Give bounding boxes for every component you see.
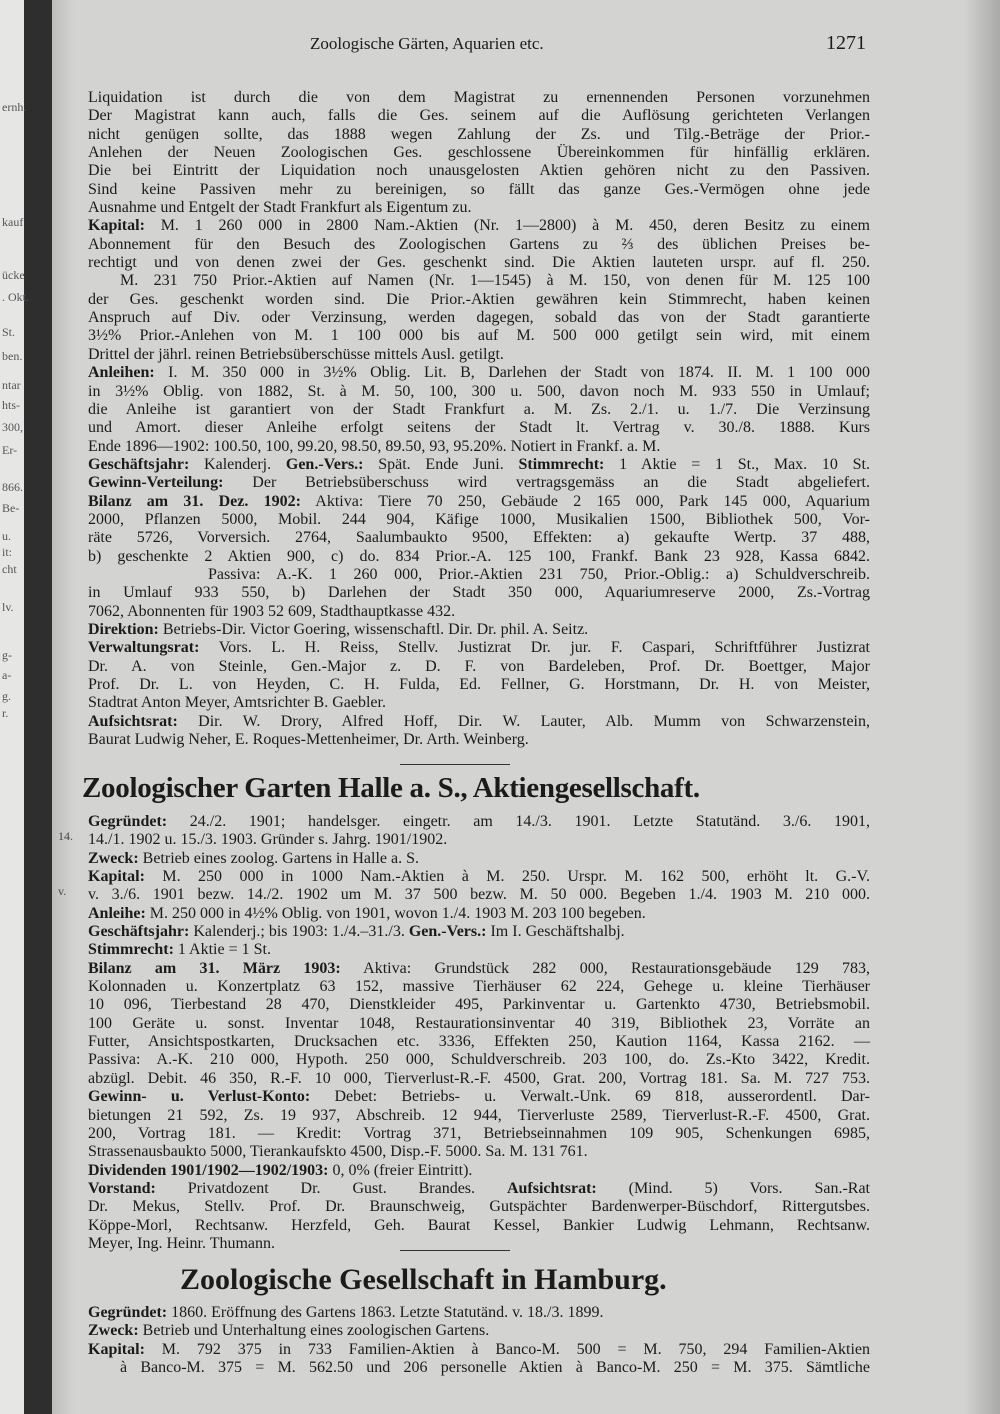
- text-line: [88, 199, 870, 217]
- text-run: 0, 0% (freier Eintritt).: [328, 1161, 473, 1179]
- text-run: der Ges. geschenkt worden sind. Die Prior.-Aktien gewähren kein Stimmrecht, haben keinen: [88, 290, 870, 308]
- text-run: Meyer, Ing. Heinr. Thumann.: [88, 1234, 276, 1252]
- field-label: Kapital:: [88, 217, 145, 235]
- margin-fragment: hts-: [2, 398, 20, 412]
- text-line: [88, 383, 870, 401]
- text-run: Köppe-Morl, Rechtsanw. Herzfeld, Geh. Baurat Kessel, Bankier Ludwig Lehmann, Rechtsanw.: [88, 1216, 870, 1234]
- section-divider: [400, 764, 510, 765]
- field-label: Bilanz am 31. Dez. 1902:: [88, 492, 301, 510]
- margin-fragment: Be-: [2, 501, 20, 515]
- text-run: Betriebs-Dir. Victor Goering, wissenschaftl. Dir. Dr. phil. A. Seitz.: [158, 620, 589, 638]
- text-line: [88, 107, 870, 125]
- text-line: [88, 1162, 870, 1180]
- text-line: [88, 831, 870, 849]
- text-run: räte 5726, Vorversich. 2764, Saalumbaukto 9500, Effekten: a) gekaufte Wertp. 37 488,: [88, 529, 870, 547]
- hamburg-zoo-entry: [88, 1304, 870, 1377]
- text-line: [88, 1304, 870, 1322]
- margin-fragment: g-: [2, 648, 12, 662]
- gutter-shade: [52, 0, 74, 1414]
- text-run: 100 Geräte u. sonst. Inventar 1048, Restaurationsinventar 40 319, Bibliothek 23, Vorräte an: [88, 1014, 870, 1032]
- text-line: [88, 89, 870, 107]
- text-line: [88, 1322, 870, 1340]
- field-label: Verwaltungsrat:: [88, 639, 200, 657]
- text-run: Passiva: A.-K. 210 000, Hypoth. 250 000, Schuldverschreib. 203 100, do. Zs.-Kto 3422, Kredit.: [88, 1051, 870, 1069]
- text-run: 24./2. 1901; handelsger. eingetr. am 14./3. 1901. Letzte Statutänd. 3./6. 1901,: [167, 813, 870, 830]
- text-line: [88, 309, 870, 327]
- margin-fragment: it:: [2, 545, 13, 559]
- text-run: Liquidation ist durch die von dem Magistrat zu ernennenden Personen vorzunehmen: [88, 89, 870, 106]
- field-label: Gegründet:: [88, 813, 168, 830]
- text-run: M. 250 000 in 1000 Nam.-Aktien à M. 250. Urspr. M. 162 500, erhöht lt. G.-V.: [144, 868, 870, 886]
- text-run: Drittel der jährl. reinen Betriebsüberschüsse mittels Ausl. getilgt.: [88, 345, 504, 363]
- field-label: Bilanz am 31. März 1903:: [88, 959, 341, 977]
- text-run: Passiva: A.-K. 1 260 000, Prior.-Aktien 231 750, Prior.-Oblig.: a) Schuldverschreib.: [208, 565, 870, 583]
- field-label: Gen.-Vers.:: [285, 455, 364, 473]
- text-run: Kalenderj.; bis 1903: 1./4.–31./3.: [189, 923, 409, 941]
- text-run: in 3½% Oblig. von 1882, St. à M. 50, 100, 300 u. 500, davon noch M. 933 550 in Umlauf;: [88, 382, 870, 400]
- text-line: [88, 493, 870, 511]
- text-run: Abonnement für den Besuch des Zoologischen Gartens zu ⅔ des üblichen Preises be-: [88, 235, 870, 253]
- field-label: Gegründet:: [88, 1304, 168, 1321]
- field-label: Kapital:: [88, 1340, 145, 1358]
- text-run: à Banco-M. 375 = M. 562.50 und 206 personelle Aktien à Banco-M. 250 = M. 375. Sämtliche: [120, 1359, 870, 1377]
- margin-fragment: . Okt.: [2, 290, 29, 304]
- text-run: 7062, Abonnenten für 1903 52 609, Stadthauptkasse 432.: [88, 602, 456, 620]
- text-line: [88, 694, 870, 712]
- text-line: [88, 923, 870, 941]
- text-run: Aktiva: Grundstück 282 000, Restaurationsgebäude 129 783,: [340, 959, 870, 977]
- text-line: [88, 1198, 870, 1216]
- margin-fragment: 866.: [2, 480, 23, 494]
- text-line: [88, 438, 870, 456]
- text-line: [88, 511, 870, 529]
- text-run: Betrieb und Unterhaltung eines zoologischen Gartens.: [138, 1322, 490, 1340]
- field-label: Vorstand:: [88, 1179, 156, 1197]
- text-line: [88, 978, 870, 996]
- text-line: [88, 327, 870, 345]
- text-run: Anspruch auf Div. oder Verzinsung, werden dagegen, sobald das von der Stadt garantierte: [88, 309, 870, 327]
- section-divider: [400, 1250, 510, 1251]
- text-run: Der Betriebsüberschuss wird vertragsgemäss an die Stadt abgeliefert.: [223, 474, 870, 492]
- margin-fragment: ücke: [2, 268, 25, 282]
- text-line: [88, 1088, 870, 1106]
- text-line: [88, 941, 870, 959]
- field-label: Anleihen:: [88, 364, 155, 382]
- text-line: [88, 1217, 870, 1235]
- section-heading-hamburg: Zoologische Gesellschaft in Hamburg.: [180, 1263, 667, 1296]
- text-run: Futter, Ansichtspostkarten, Drucksachen etc. 3336, Effekten 250, Kaution 1164, Kassa 2162. —: [88, 1033, 870, 1051]
- text-run: Anlehen der Neuen Zoologischen Ges. geschlossene Übereinkommen für hinfällig erklären.: [88, 144, 870, 162]
- text-run: die Anleihe ist garantiert von der Stadt Frankfurt a. M. Zs. 2./1. u. 1./7. Die Verzinsung: [88, 400, 870, 418]
- frankfurt-zoo-entry: [88, 89, 870, 749]
- text-line: [88, 639, 870, 657]
- field-label: Gewinn- u. Verlust-Konto:: [88, 1088, 311, 1106]
- field-label: Geschäftsjahr:: [88, 923, 190, 941]
- field-label: Zweck:: [88, 1322, 139, 1340]
- text-line: [88, 713, 870, 731]
- text-run: in Umlauf 933 550, b) Darlehen der Stadt 350 000, Aquariumreserve 2000, Zs.-Vortrag: [88, 584, 870, 602]
- field-label: Gewinn-Verteilung:: [88, 474, 224, 492]
- text-line: [88, 1015, 870, 1033]
- text-line: [88, 419, 870, 437]
- text-run: abzügl. Debit. 46 350, R.-F. 10 000, Tierverlust-R.-F. 4500, Grat. 200, Vortrag 181. Sa. M. 727 753.: [88, 1069, 870, 1087]
- text-run: (Mind. 5) Vors. San.-Rat: [596, 1179, 870, 1197]
- text-run: b) geschenkte 2 Aktien 900, c) do. 834 Prior.-A. 125 100, Frankf. Bank 23 928, Kassa 6842.: [88, 547, 870, 565]
- margin-fragment: lv.: [2, 600, 14, 614]
- text-line: [88, 905, 870, 923]
- text-run: 14./1. 1902 u. 15./3. 1903. Gründer s. Jahrg. 1901/1902.: [88, 831, 448, 849]
- text-line: [88, 603, 870, 621]
- text-line: [88, 217, 870, 235]
- text-run: Betrieb eines zoolog. Gartens in Halle a. S.: [138, 849, 420, 867]
- text-run: Ausnahme und Entgelt der Stadt Frankfurt als Eigentum zu.: [88, 199, 472, 217]
- margin-fragment: r.: [2, 706, 9, 720]
- text-run: nicht genügen sollte, das 1888 wegen Zahlung der Zs. und Tilg.-Beträge der Prior.-: [88, 125, 870, 143]
- text-line: [88, 731, 870, 749]
- text-run: Kalenderj.: [189, 455, 286, 473]
- text-line: [88, 254, 870, 272]
- text-line: [88, 126, 870, 144]
- text-line: [88, 1107, 870, 1125]
- field-label: Stimmrecht:: [88, 941, 174, 959]
- text-line: [88, 676, 870, 694]
- field-label: Dividenden 1901/1902—1902/1903:: [88, 1161, 329, 1179]
- margin-fragment: v.: [58, 884, 67, 898]
- text-run: 3½% Prior.-Anlehen von M. 1 100 000 bis auf M. 500 000 getilgt sein wird, mit einem: [88, 327, 870, 345]
- field-label: Zweck:: [88, 849, 139, 867]
- text-line: [88, 1143, 870, 1161]
- text-run: Der Magistrat kann auch, falls die Ges. seinem auf die Auflösung gerichteten Verlangen: [88, 107, 870, 125]
- text-line: [88, 181, 870, 199]
- text-run: I. M. 350 000 in 3½% Oblig. Lit. B, Darlehen der Stadt von 1874. II. M. 1 100 000: [154, 364, 870, 382]
- text-run: M. 1 260 000 in 2800 Nam.-Aktien (Nr. 1—2800) à M. 450, deren Besitz zu einem: [144, 217, 870, 235]
- text-run: und Amort. dieser Anleihe erfolgt seitens der Stadt lt. Vertrag v. 30./8. 1888. Kurs: [88, 419, 870, 437]
- field-label: Aufsichtsrat:: [88, 712, 178, 730]
- text-line: [88, 529, 870, 547]
- margin-fragment: ernh.: [2, 100, 27, 114]
- running-header: Zoologische Gärten, Aquarien etc.: [310, 34, 544, 53]
- text-run: Baurat Ludwig Neher, E. Roques-Mettenheimer, Dr. Arth. Weinberg.: [88, 731, 529, 749]
- text-run: Ende 1896—1902: 100.50, 100, 99.20, 98.50, 89.50, 93, 95.20%. Notiert in Frankf. a. M.: [88, 437, 661, 455]
- field-label: Stimmrecht:: [518, 455, 605, 473]
- margin-fragment: 14.: [58, 829, 73, 843]
- margin-fragment: ntar: [2, 378, 21, 392]
- text-line: [88, 566, 870, 584]
- text-line: [88, 960, 870, 978]
- text-run: 1 Aktie = 1 St.: [173, 941, 271, 959]
- text-line: [88, 346, 870, 364]
- text-run: M. 250 000 in 4½% Oblig. von 1901, wovon 1./4. 1903 M. 203 100 begeben.: [145, 904, 646, 922]
- margin-fragment: Er-: [2, 443, 18, 457]
- field-label: Anleihe:: [88, 904, 146, 922]
- text-line: [88, 658, 870, 676]
- text-run: Stadtrat Anton Meyer, Amtsrichter B. Gaebler.: [88, 694, 386, 712]
- text-run: Strassenausbaukto 5000, Tierankaufskto 4500, Disp.-F. 5000. Sa. M. 131 761.: [88, 1143, 588, 1161]
- text-run: Debet: Betriebs- u. Verwalt.-Unk. 69 818, ausserordentl. Dar-: [310, 1088, 870, 1106]
- text-line: [88, 291, 870, 309]
- text-run: Prof. Dr. L. von Heyden, C. H. Fulda, Ed. Fellner, G. Horstmann, Dr. H. von Meister,: [88, 676, 870, 693]
- text-line: [88, 474, 870, 492]
- text-line: [88, 868, 870, 886]
- margin-fragment: a-: [2, 668, 12, 682]
- field-label: Direktion:: [88, 620, 159, 638]
- text-run: Aktiva: Tiere 70 250, Gebäude 2 165 000, Park 145 000, Aquarium: [300, 492, 870, 510]
- binding-shadow: [24, 0, 52, 1414]
- text-run: M. 231 750 Prior.-Aktien auf Namen (Nr. 1—1545) à M. 150, von denen für M. 125 100: [120, 272, 870, 290]
- text-run: Die bei Eintritt der Liquidation noch unausgelosten Aktien gehören nicht zu den Passiven.: [88, 162, 870, 180]
- text-run: Dr. Mekus, Stellv. Prof. Dr. Braunschweig, Gutspächter Bardenwerper-Büschdorf, Rittergutsbes.: [88, 1198, 870, 1216]
- text-line: [88, 584, 870, 602]
- text-line: [88, 456, 870, 474]
- text-run: M. 792 375 in 733 Familien-Aktien à Banco-M. 500 = M. 750, 294 Familien-Aktien: [144, 1340, 870, 1358]
- text-line: [88, 1033, 870, 1051]
- text-run: Dr. A. von Steinle, Gen.-Major z. D. F. von Bardeleben, Prof. Dr. Boettger, Major: [88, 657, 870, 675]
- text-run: 2000, Pflanzen 5000, Mobil. 244 904, Käfige 1000, Musikalien 1500, Bibliothek 500, Vor-: [88, 510, 870, 528]
- text-line: [88, 886, 870, 904]
- margin-fragment: ben.: [2, 349, 23, 363]
- margin-fragment: St.: [2, 325, 16, 339]
- text-line: [88, 1125, 870, 1143]
- text-line: [88, 548, 870, 566]
- margin-fragment: 300,: [2, 420, 23, 434]
- text-run: Vors. L. H. Reiss, Stellv. Justizrat Dr. jur. F. Caspari, Schriftführer Justizrat: [199, 639, 870, 657]
- text-line: [88, 401, 870, 419]
- margin-fragment: g.: [2, 689, 11, 703]
- text-run: Sind keine Passiven mehr zu bereinigen, so fällt das ganze Ges.-Vermögen ohne jede: [88, 180, 870, 198]
- field-label: Aufsichtsrat:: [506, 1179, 597, 1197]
- section-heading-halle: Zoologischer Garten Halle a. S., Aktiengesellschaft.: [82, 772, 700, 804]
- text-run: rechtigt und von denen zwei der Ges. geschenkt sind. Die Aktien lauteten urspr. auf fl. 250.: [88, 254, 870, 272]
- text-run: 10 096, Tierbestand 28 470, Dienstkleider 495, Parkinventar u. Gartenkto 4730, Betriebsmobil.: [88, 996, 870, 1014]
- field-label: Gen.-Vers.:: [408, 923, 487, 941]
- text-run: Kolonnaden u. Konzertplatz 63 152, massive Tierhäuser 62 224, Gehege u. kleine Tierhäuser: [88, 978, 870, 996]
- text-line: [88, 144, 870, 162]
- text-line: [88, 1070, 870, 1088]
- page-edge-shadow: [964, 0, 1000, 1414]
- page-number: 1271: [826, 32, 866, 54]
- field-label: Kapital:: [88, 868, 145, 886]
- text-line: [88, 813, 870, 831]
- halle-zoo-entry: [88, 813, 870, 1253]
- text-line: [88, 1341, 870, 1359]
- text-line: [88, 236, 870, 254]
- text-line: [88, 162, 870, 180]
- text-run: 1 Aktie = 1 St., Max. 10 St.: [604, 455, 871, 473]
- text-line: [88, 1051, 870, 1069]
- text-line: [88, 272, 870, 290]
- text-line: [88, 850, 870, 868]
- margin-fragment: kauf: [2, 215, 24, 229]
- text-run: Privatdozent Dr. Gust. Brandes.: [155, 1179, 507, 1197]
- text-run: bietungen 21 592, Zs. 19 937, Abschreib. 12 944, Tierverluste 2589, Tierverlust-R.-F. 4500, Grat.: [88, 1106, 870, 1124]
- margin-fragment: u.: [2, 529, 11, 543]
- text-line: [88, 1180, 870, 1198]
- text-run: Im I. Geschäftshalbj.: [486, 923, 625, 941]
- text-line: [88, 996, 870, 1014]
- text-run: Dir. W. Drory, Alfred Hoff, Dir. W. Lauter, Alb. Mumm von Schwarzenstein,: [177, 712, 870, 730]
- text-run: v. 3./6. 1901 bezw. 14./2. 1902 um M. 37 500 bezw. M. 50 000. Begeben 1./4. 1903 M. 210 000.: [88, 886, 870, 904]
- field-label: Geschäftsjahr:: [88, 455, 190, 473]
- text-line: [88, 1359, 870, 1377]
- margin-fragment: cht: [2, 562, 17, 576]
- text-line: [88, 364, 870, 382]
- text-run: 200, Vortrag 181. — Kredit: Vortrag 371, Betriebseinnahmen 109 905, Schenkungen 6985,: [88, 1124, 870, 1142]
- text-run: Spät. Ende Juni.: [363, 455, 519, 473]
- text-run: 1860. Eröffnung des Gartens 1863. Letzte Statutänd. v. 18./3. 1899.: [167, 1304, 604, 1321]
- text-line: [88, 621, 870, 639]
